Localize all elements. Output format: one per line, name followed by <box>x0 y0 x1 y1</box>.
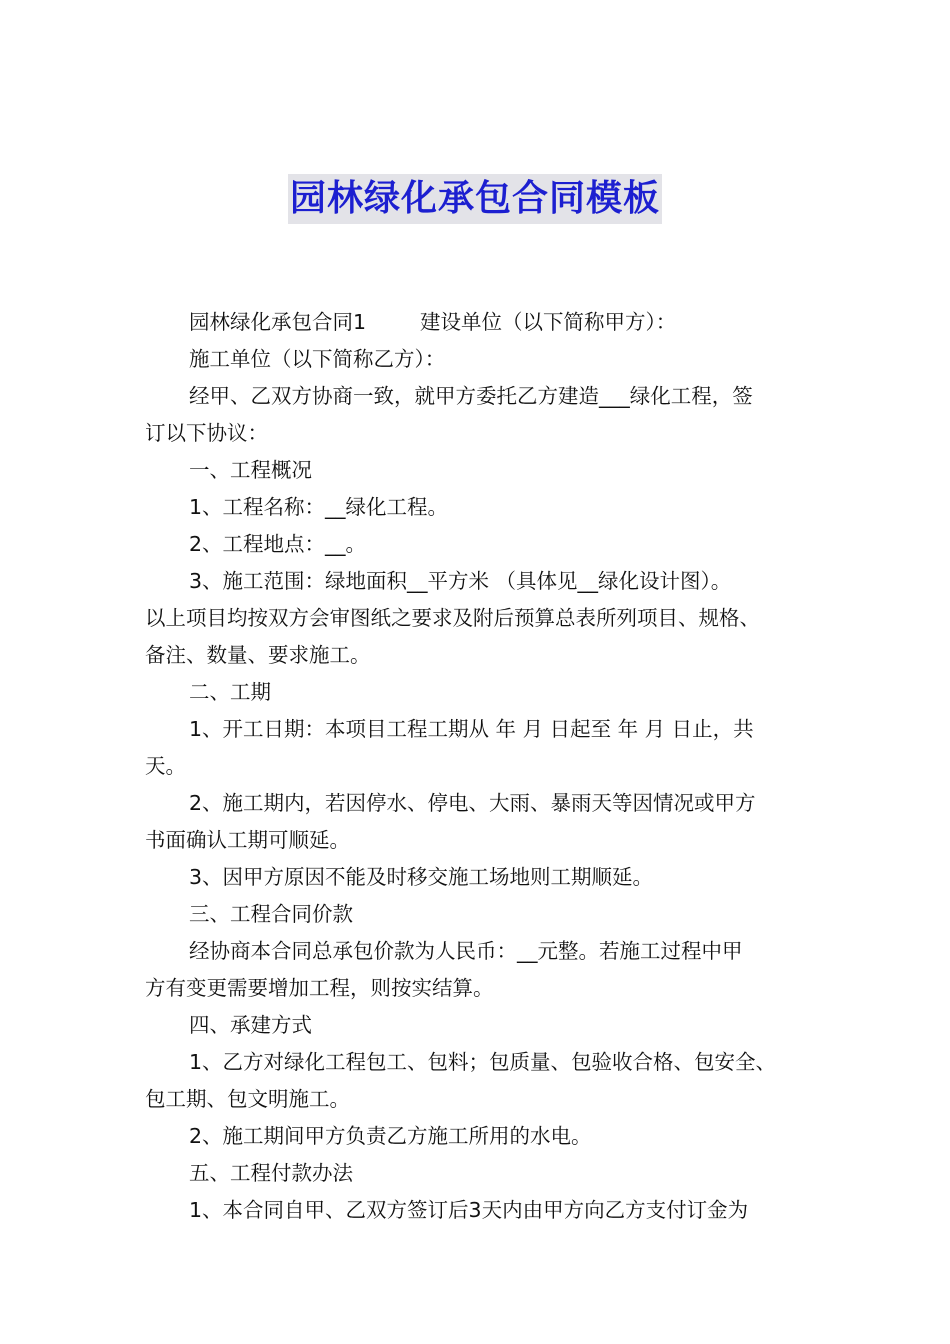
paragraph-line: 经协商本合同总承包价款为人民币：__元整。若施工过程中甲 <box>189 939 743 963</box>
section-heading: 一、工程概况 <box>189 458 312 482</box>
paragraph-line: 1、本合同自甲、乙双方签订后3天内由甲方向乙方支付订金为 <box>189 1198 749 1222</box>
paragraph-line: 2、施工期间甲方负责乙方施工所用的水电。 <box>189 1124 592 1148</box>
paragraph-line: 2、施工期内，若因停水、停电、大雨、暴雨天等因情况或甲方 <box>189 791 756 815</box>
section-heading: 三、工程合同价款 <box>189 902 353 926</box>
paragraph-line: 1、乙方对绿化工程包工、包料；包质量、包验收合格、包安全、 <box>189 1050 777 1074</box>
paragraph-line: 以上项目均按双方会审图纸之要求及附后预算总表所列项目、规格、 <box>145 606 760 630</box>
paragraph-line: 方有变更需要增加工程，则按实结算。 <box>145 976 494 1000</box>
paragraph-line: 书面确认工期可顺延。 <box>145 828 350 852</box>
paragraph-line: 1、开工日期：本项目工程工期从 年 月 日起至 年 月 日止，共 <box>189 717 754 741</box>
title-container <box>0 174 950 224</box>
section-heading: 五、工程付款办法 <box>189 1161 353 1185</box>
paragraph-line: 2、工程地点：__。 <box>189 532 367 556</box>
section-heading: 二、工期 <box>189 680 271 704</box>
paragraph-line: 1、工程名称：__绿化工程。 <box>189 495 449 519</box>
paragraph-line: 订以下协议： <box>145 421 268 445</box>
document-body <box>145 304 825 1229</box>
paragraph-line <box>145 304 825 341</box>
paragraph-line: 经甲、乙双方协商一致，就甲方委托乙方建造___绿化工程，签 <box>189 384 753 408</box>
party-a-text: 建设单位（以下简称甲方）： <box>420 310 677 334</box>
paragraph-line: 天。 <box>145 754 186 778</box>
contract-number-text: 园林绿化承包合同1 <box>189 310 367 334</box>
paragraph-line: 施工单位（以下简称乙方）： <box>189 347 446 371</box>
paragraph-line: 包工期、包文明施工。 <box>145 1087 350 1111</box>
section-heading: 四、承建方式 <box>189 1013 312 1037</box>
paragraph-line: 3、因甲方原因不能及时移交施工场地则工期顺延。 <box>189 865 654 889</box>
paragraph-line: 备注、数量、要求施工。 <box>145 643 371 667</box>
document-title: 园林绿化承包合同模板 <box>288 174 662 224</box>
paragraph-line: 3、施工范围：绿地面积__平方米 （具体见__绿化设计图）。 <box>189 569 732 593</box>
